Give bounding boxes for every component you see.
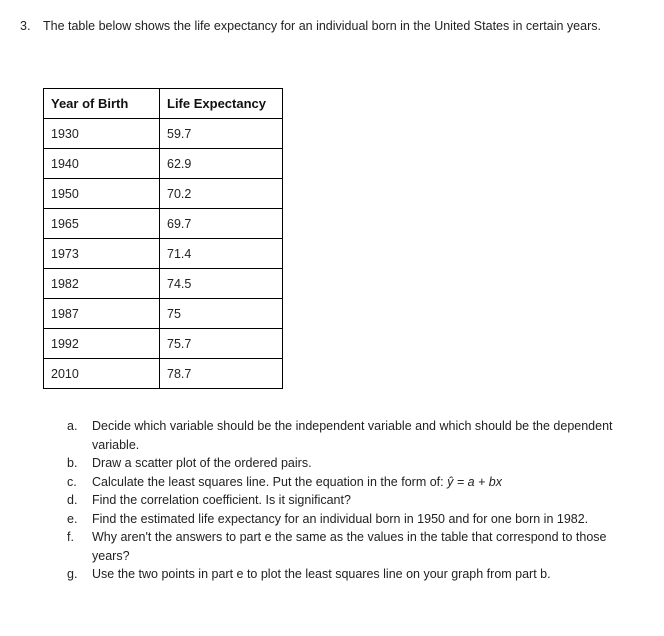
life-expectancy-cell: 69.7 <box>160 209 283 239</box>
table-row <box>44 149 283 179</box>
part-label: b. <box>67 456 78 470</box>
part-text: Decide which variable should be the independent variable and which should be the dependent variable. <box>92 419 613 452</box>
part-text: Draw a scatter plot of the ordered pairs. <box>92 456 312 470</box>
part-text: Why aren't the answers to part e the same as the values in the table that correspond to those years? <box>92 530 607 563</box>
column-header-life-expectancy: Life Expectancy <box>160 89 283 119</box>
part-label: g. <box>67 567 78 581</box>
part-label: c. <box>67 474 77 489</box>
part-text: Use the two points in part e to plot the least squares line on your graph from part b. <box>92 567 551 581</box>
life-expectancy-cell: 62.9 <box>160 149 283 179</box>
year-cell: 2010 <box>44 359 160 389</box>
part-label: f. <box>67 530 74 544</box>
year-cell: 1940 <box>44 149 160 179</box>
part-text: Find the estimated life expectancy for an individual born in 1950 and for one born in 1982. <box>92 511 589 526</box>
question-part-d <box>67 491 627 510</box>
table-row <box>44 239 283 269</box>
year-cell: 1987 <box>44 299 160 329</box>
part-label: e. <box>67 511 78 526</box>
problem-text: The table below shows the life expectancy for an individual born in the United States in certain years. <box>43 19 601 33</box>
life-expectancy-cell: 75.7 <box>160 329 283 359</box>
year-cell: 1992 <box>44 329 160 359</box>
year-cell: 1982 <box>44 269 160 299</box>
question-part-c <box>67 473 627 492</box>
year-cell: 1965 <box>44 209 160 239</box>
life-expectancy-cell: 71.4 <box>160 239 283 269</box>
table-header-row <box>44 89 283 119</box>
life-expectancy-cell: 70.2 <box>160 179 283 209</box>
part-text: Calculate the least squares line. Put the equation in the form of: <box>92 474 444 489</box>
table-row <box>44 329 283 359</box>
life-expectancy-table <box>43 88 283 389</box>
question-part-b <box>67 454 627 473</box>
table-row <box>44 119 283 149</box>
part-label: a. <box>67 419 78 433</box>
life-expectancy-cell: 78.7 <box>160 359 283 389</box>
question-part-f <box>67 528 627 565</box>
table-row <box>44 359 283 389</box>
table-row <box>44 269 283 299</box>
regression-formula: ŷ = a + bx <box>447 474 502 489</box>
table-row <box>44 179 283 209</box>
year-cell: 1950 <box>44 179 160 209</box>
question-part-a <box>67 417 627 454</box>
problem-number: 3. <box>20 19 31 33</box>
question-part-e <box>67 510 627 529</box>
column-header-year: Year of Birth <box>44 89 160 119</box>
year-cell: 1973 <box>44 239 160 269</box>
table-row <box>44 299 283 329</box>
question-parts-list <box>67 417 627 584</box>
life-expectancy-cell: 75 <box>160 299 283 329</box>
table-row <box>44 209 283 239</box>
part-text: Find the correlation coefficient. Is it significant? <box>92 493 351 507</box>
question-part-g <box>67 565 627 584</box>
year-cell: 1930 <box>44 119 160 149</box>
life-expectancy-cell: 59.7 <box>160 119 283 149</box>
life-expectancy-cell: 74.5 <box>160 269 283 299</box>
part-label: d. <box>67 493 78 507</box>
